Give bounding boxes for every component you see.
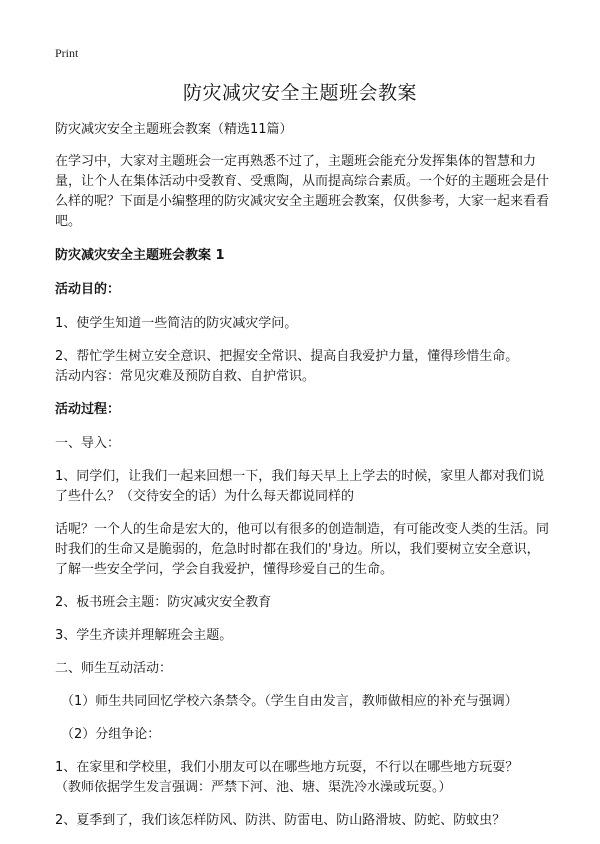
step1-paragraph-b: 话呢？一个人的生命是宏大的，他可以有很多的创造制造，有可能改变人类的生活。同时我们的生命又是脆弱的，危急时时都在我们的'身边。所以，我们要树立安全意识，了解一些安全学问，学会自我爱护，懂得珍爱自己的生命。 — [55, 522, 550, 577]
step2-sub-2: （2）分组争论： — [61, 727, 161, 742]
document-body — [55, 120, 550, 844]
goal-heading: 活动目的： — [55, 282, 121, 297]
step1-heading: 一、导入： — [55, 436, 121, 451]
intro-paragraph: 在学习中，大家对主题班会一定再熟悉不过了，主题班会能充分发挥集体的智慧和力量，让个人在集体活动中受教育、受熏陶，从而提高综合素质。一个好的主题班会是什么样的呢？下面是小编整理的防灾减灾安全主题班会教案，仅供参考，大家一起来看看吧。 — [55, 154, 550, 229]
page-title: 防灾减灾安全主题班会教案 — [182, 82, 417, 104]
question-1: 1、在家里和学校里，我们小朋友可以在哪些地方玩耍，不行以在哪些地方玩耍？ — [55, 760, 519, 775]
step1-paragraph-a: 1、同学们，让我们一起来回想一下，我们每天早上上学去的时候，家里人都对我们说了些什么？（交待安全的话）为什么每天都说同样的 — [55, 469, 545, 504]
step1-item-3: 3、学生齐读并理解班会主题。 — [55, 628, 233, 643]
section-heading: 防灾减灾安全主题班会教案 1 — [55, 248, 225, 263]
step2-heading: 二、师生互动活动： — [55, 661, 173, 676]
print-link[interactable]: Print — [55, 46, 79, 60]
step1-item-2: 2、板书班会主题：防灾减灾安全教育 — [55, 595, 272, 610]
question-1-note: （教师依据学生发言强调：严禁下河、池、塘、渠洗冷水澡或玩耍。） — [55, 780, 452, 795]
document-subtitle: 防灾减灾安全主题班会教案（精选11篇） — [55, 122, 293, 137]
process-heading: 活动过程： — [55, 402, 121, 417]
question-2: 2、夏季到了，我们该怎样防风、防洪、防雷电、防山路滑坡、防蛇、防蚊虫？ — [55, 813, 506, 828]
goal-item-2: 2、帮忙学生树立安全意识、把握安全常识、提高自我爱护力量，懂得珍惜生命。 — [55, 349, 519, 364]
content-line: 活动内容：常见灾难及预防自救、自护常识。 — [55, 369, 316, 384]
step2-sub-1: （1）师生共同回忆学校六条禁令。（学生自由发言，教师做相应的补充与强调） — [61, 694, 518, 709]
goal-item-1: 1、使学生知道一些简洁的防灾减灾学问。 — [55, 316, 298, 331]
